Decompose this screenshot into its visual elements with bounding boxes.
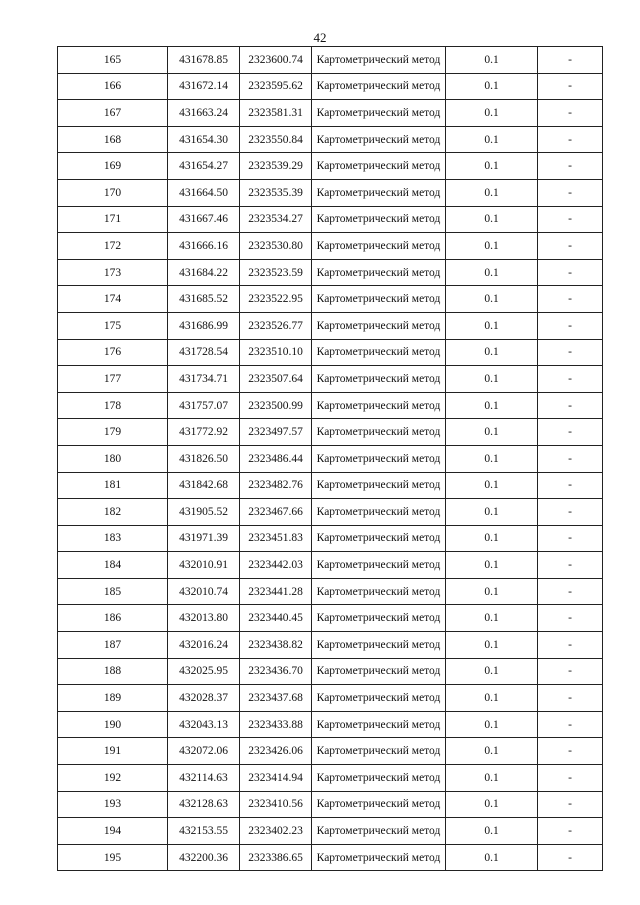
x-coordinate-cell: 431686.99: [168, 312, 240, 339]
note-cell: -: [538, 100, 603, 127]
table-row: [58, 153, 603, 180]
accuracy-cell: 0.1: [446, 233, 538, 260]
accuracy-cell: 0.1: [446, 685, 538, 712]
y-coordinate-cell: 2323438.82: [240, 632, 312, 659]
point-number-cell: 180: [58, 445, 168, 472]
method-cell: Картометрический метод: [312, 233, 446, 260]
x-coordinate-cell: 432114.63: [168, 765, 240, 792]
y-coordinate-cell: 2323600.74: [240, 47, 312, 74]
accuracy-cell: 0.1: [446, 791, 538, 818]
table-row: [58, 711, 603, 738]
accuracy-cell: 0.1: [446, 259, 538, 286]
page-number: 42: [313, 30, 327, 45]
y-coordinate-cell: 2323436.70: [240, 658, 312, 685]
point-number-cell: 173: [58, 259, 168, 286]
method-cell: Картометрический метод: [312, 632, 446, 659]
y-coordinate-cell: 2323414.94: [240, 765, 312, 792]
note-cell: -: [538, 578, 603, 605]
x-coordinate-cell: 431905.52: [168, 499, 240, 526]
method-cell: Картометрический метод: [312, 685, 446, 712]
point-number-cell: 168: [58, 126, 168, 153]
table-row: [58, 206, 603, 233]
x-coordinate-cell: 431685.52: [168, 286, 240, 313]
note-cell: -: [538, 738, 603, 765]
note-cell: -: [538, 339, 603, 366]
method-cell: Картометрический метод: [312, 47, 446, 74]
accuracy-cell: 0.1: [446, 818, 538, 845]
accuracy-cell: 0.1: [446, 392, 538, 419]
note-cell: -: [538, 206, 603, 233]
note-cell: -: [538, 552, 603, 579]
x-coordinate-cell: 431826.50: [168, 445, 240, 472]
table-row: [58, 419, 603, 446]
point-number-cell: 171: [58, 206, 168, 233]
point-number-cell: 190: [58, 711, 168, 738]
x-coordinate-cell: 431667.46: [168, 206, 240, 233]
y-coordinate-cell: 2323550.84: [240, 126, 312, 153]
x-coordinate-cell: 431654.30: [168, 126, 240, 153]
point-number-cell: 195: [58, 844, 168, 871]
coordinates-table: [57, 46, 603, 871]
accuracy-cell: 0.1: [446, 100, 538, 127]
method-cell: Картометрический метод: [312, 366, 446, 393]
method-cell: Картометрический метод: [312, 419, 446, 446]
x-coordinate-cell: 432016.24: [168, 632, 240, 659]
note-cell: -: [538, 259, 603, 286]
y-coordinate-cell: 2323530.80: [240, 233, 312, 260]
y-coordinate-cell: 2323437.68: [240, 685, 312, 712]
x-coordinate-cell: 432072.06: [168, 738, 240, 765]
accuracy-cell: 0.1: [446, 366, 538, 393]
method-cell: Картометрический метод: [312, 339, 446, 366]
note-cell: -: [538, 605, 603, 632]
note-cell: -: [538, 499, 603, 526]
x-coordinate-cell: 431684.22: [168, 259, 240, 286]
note-cell: -: [538, 179, 603, 206]
table-row: [58, 844, 603, 871]
accuracy-cell: 0.1: [446, 312, 538, 339]
note-cell: -: [538, 472, 603, 499]
accuracy-cell: 0.1: [446, 499, 538, 526]
method-cell: Картометрический метод: [312, 605, 446, 632]
y-coordinate-cell: 2323402.23: [240, 818, 312, 845]
x-coordinate-cell: 431672.14: [168, 73, 240, 100]
method-cell: Картометрический метод: [312, 259, 446, 286]
y-coordinate-cell: 2323534.27: [240, 206, 312, 233]
method-cell: Картометрический метод: [312, 100, 446, 127]
method-cell: Картометрический метод: [312, 445, 446, 472]
method-cell: Картометрический метод: [312, 844, 446, 871]
y-coordinate-cell: 2323482.76: [240, 472, 312, 499]
accuracy-cell: 0.1: [446, 525, 538, 552]
accuracy-cell: 0.1: [446, 738, 538, 765]
y-coordinate-cell: 2323497.57: [240, 419, 312, 446]
x-coordinate-cell: 431734.71: [168, 366, 240, 393]
y-coordinate-cell: 2323581.31: [240, 100, 312, 127]
note-cell: -: [538, 419, 603, 446]
table-row: [58, 738, 603, 765]
y-coordinate-cell: 2323523.59: [240, 259, 312, 286]
note-cell: -: [538, 312, 603, 339]
y-coordinate-cell: 2323486.44: [240, 445, 312, 472]
table-row: [58, 605, 603, 632]
accuracy-cell: 0.1: [446, 844, 538, 871]
method-cell: Картометрический метод: [312, 392, 446, 419]
table-row: [58, 525, 603, 552]
x-coordinate-cell: 431678.85: [168, 47, 240, 74]
y-coordinate-cell: 2323426.06: [240, 738, 312, 765]
table-row: [58, 791, 603, 818]
table-row: [58, 472, 603, 499]
x-coordinate-cell: 432025.95: [168, 658, 240, 685]
table-row: [58, 632, 603, 659]
point-number-cell: 178: [58, 392, 168, 419]
point-number-cell: 181: [58, 472, 168, 499]
x-coordinate-cell: 431664.50: [168, 179, 240, 206]
y-coordinate-cell: 2323526.77: [240, 312, 312, 339]
accuracy-cell: 0.1: [446, 419, 538, 446]
note-cell: -: [538, 126, 603, 153]
y-coordinate-cell: 2323442.03: [240, 552, 312, 579]
accuracy-cell: 0.1: [446, 472, 538, 499]
accuracy-cell: 0.1: [446, 578, 538, 605]
method-cell: Картометрический метод: [312, 658, 446, 685]
x-coordinate-cell: 431663.24: [168, 100, 240, 127]
accuracy-cell: 0.1: [446, 47, 538, 74]
method-cell: Картометрический метод: [312, 126, 446, 153]
method-cell: Картометрический метод: [312, 472, 446, 499]
accuracy-cell: 0.1: [446, 658, 538, 685]
x-coordinate-cell: 431772.92: [168, 419, 240, 446]
y-coordinate-cell: 2323441.28: [240, 578, 312, 605]
y-coordinate-cell: 2323595.62: [240, 73, 312, 100]
point-number-cell: 176: [58, 339, 168, 366]
point-number-cell: 177: [58, 366, 168, 393]
table-row: [58, 392, 603, 419]
y-coordinate-cell: 2323386.65: [240, 844, 312, 871]
table-row: [58, 286, 603, 313]
x-coordinate-cell: 432013.80: [168, 605, 240, 632]
point-number-cell: 184: [58, 552, 168, 579]
method-cell: Картометрический метод: [312, 499, 446, 526]
table-row: [58, 366, 603, 393]
y-coordinate-cell: 2323410.56: [240, 791, 312, 818]
point-number-cell: 183: [58, 525, 168, 552]
accuracy-cell: 0.1: [446, 179, 538, 206]
method-cell: Картометрический метод: [312, 525, 446, 552]
method-cell: Картометрический метод: [312, 711, 446, 738]
note-cell: -: [538, 366, 603, 393]
x-coordinate-cell: 431842.68: [168, 472, 240, 499]
x-coordinate-cell: 432128.63: [168, 791, 240, 818]
x-coordinate-cell: 431728.54: [168, 339, 240, 366]
table-row: [58, 552, 603, 579]
point-number-cell: 192: [58, 765, 168, 792]
point-number-cell: 186: [58, 605, 168, 632]
accuracy-cell: 0.1: [446, 605, 538, 632]
point-number-cell: 188: [58, 658, 168, 685]
note-cell: -: [538, 791, 603, 818]
note-cell: -: [538, 844, 603, 871]
table-row: [58, 445, 603, 472]
point-number-cell: 166: [58, 73, 168, 100]
x-coordinate-cell: 432043.13: [168, 711, 240, 738]
x-coordinate-cell: 432200.36: [168, 844, 240, 871]
point-number-cell: 185: [58, 578, 168, 605]
y-coordinate-cell: 2323510.10: [240, 339, 312, 366]
table-row: [58, 578, 603, 605]
method-cell: Картометрический метод: [312, 738, 446, 765]
table-row: [58, 100, 603, 127]
x-coordinate-cell: 432010.74: [168, 578, 240, 605]
y-coordinate-cell: 2323467.66: [240, 499, 312, 526]
x-coordinate-cell: 432028.37: [168, 685, 240, 712]
accuracy-cell: 0.1: [446, 153, 538, 180]
table-row: [58, 499, 603, 526]
accuracy-cell: 0.1: [446, 711, 538, 738]
y-coordinate-cell: 2323539.29: [240, 153, 312, 180]
y-coordinate-cell: 2323440.45: [240, 605, 312, 632]
y-coordinate-cell: 2323500.99: [240, 392, 312, 419]
table-row: [58, 818, 603, 845]
x-coordinate-cell: 431971.39: [168, 525, 240, 552]
table-row: [58, 658, 603, 685]
y-coordinate-cell: 2323535.39: [240, 179, 312, 206]
method-cell: Картометрический метод: [312, 818, 446, 845]
y-coordinate-cell: 2323507.64: [240, 366, 312, 393]
point-number-cell: 172: [58, 233, 168, 260]
point-number-cell: 189: [58, 685, 168, 712]
point-number-cell: 179: [58, 419, 168, 446]
table-row: [58, 47, 603, 74]
table-row: [58, 765, 603, 792]
method-cell: Картометрический метод: [312, 153, 446, 180]
method-cell: Картометрический метод: [312, 791, 446, 818]
table-row: [58, 179, 603, 206]
note-cell: -: [538, 445, 603, 472]
method-cell: Картометрический метод: [312, 765, 446, 792]
accuracy-cell: 0.1: [446, 632, 538, 659]
x-coordinate-cell: 431666.16: [168, 233, 240, 260]
note-cell: -: [538, 73, 603, 100]
accuracy-cell: 0.1: [446, 206, 538, 233]
point-number-cell: 175: [58, 312, 168, 339]
x-coordinate-cell: 431757.07: [168, 392, 240, 419]
y-coordinate-cell: 2323451.83: [240, 525, 312, 552]
note-cell: -: [538, 47, 603, 74]
accuracy-cell: 0.1: [446, 552, 538, 579]
note-cell: -: [538, 632, 603, 659]
note-cell: -: [538, 233, 603, 260]
accuracy-cell: 0.1: [446, 765, 538, 792]
note-cell: -: [538, 525, 603, 552]
x-coordinate-cell: 432010.91: [168, 552, 240, 579]
y-coordinate-cell: 2323433.88: [240, 711, 312, 738]
note-cell: -: [538, 685, 603, 712]
point-number-cell: 165: [58, 47, 168, 74]
point-number-cell: 187: [58, 632, 168, 659]
table-row: [58, 126, 603, 153]
point-number-cell: 182: [58, 499, 168, 526]
coordinates-table-body: [58, 47, 603, 871]
accuracy-cell: 0.1: [446, 73, 538, 100]
accuracy-cell: 0.1: [446, 339, 538, 366]
table-row: [58, 259, 603, 286]
table-row: [58, 312, 603, 339]
method-cell: Картометрический метод: [312, 73, 446, 100]
point-number-cell: 191: [58, 738, 168, 765]
note-cell: -: [538, 765, 603, 792]
accuracy-cell: 0.1: [446, 445, 538, 472]
y-coordinate-cell: 2323522.95: [240, 286, 312, 313]
method-cell: Картометрический метод: [312, 552, 446, 579]
table-row: [58, 73, 603, 100]
point-number-cell: 193: [58, 791, 168, 818]
note-cell: -: [538, 286, 603, 313]
x-coordinate-cell: 432153.55: [168, 818, 240, 845]
note-cell: -: [538, 153, 603, 180]
table-row: [58, 685, 603, 712]
accuracy-cell: 0.1: [446, 286, 538, 313]
note-cell: -: [538, 392, 603, 419]
point-number-cell: 174: [58, 286, 168, 313]
point-number-cell: 194: [58, 818, 168, 845]
point-number-cell: 170: [58, 179, 168, 206]
method-cell: Картометрический метод: [312, 578, 446, 605]
table-row: [58, 339, 603, 366]
point-number-cell: 167: [58, 100, 168, 127]
x-coordinate-cell: 431654.27: [168, 153, 240, 180]
table-row: [58, 233, 603, 260]
accuracy-cell: 0.1: [446, 126, 538, 153]
method-cell: Картометрический метод: [312, 179, 446, 206]
method-cell: Картометрический метод: [312, 206, 446, 233]
note-cell: -: [538, 658, 603, 685]
method-cell: Картометрический метод: [312, 312, 446, 339]
method-cell: Картометрический метод: [312, 286, 446, 313]
note-cell: -: [538, 818, 603, 845]
point-number-cell: 169: [58, 153, 168, 180]
note-cell: -: [538, 711, 603, 738]
